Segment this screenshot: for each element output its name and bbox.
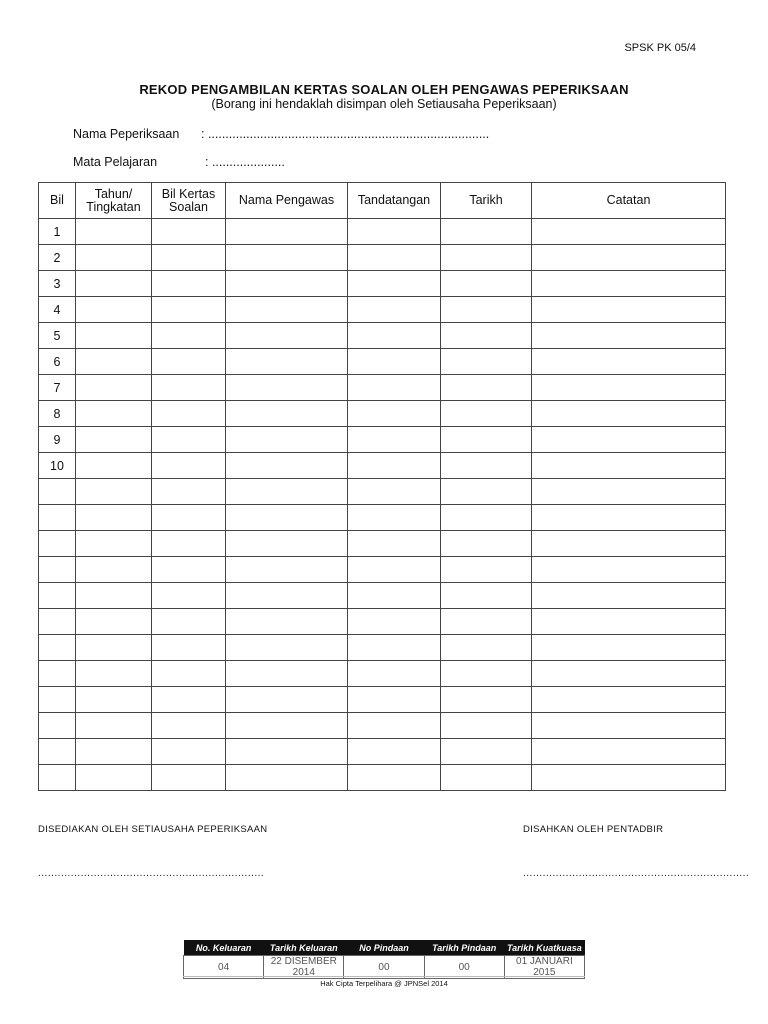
table-cell[interactable] [348, 687, 441, 713]
table-cell[interactable] [532, 687, 726, 713]
table-cell[interactable] [532, 271, 726, 297]
column-header [226, 183, 348, 219]
table-cell[interactable] [152, 401, 226, 427]
table-cell[interactable] [226, 219, 348, 245]
table-cell[interactable] [152, 479, 226, 505]
table-cell[interactable] [348, 297, 441, 323]
table-row [39, 583, 726, 609]
column-header-line-1: Bil Kertas [161, 186, 216, 201]
table-cell[interactable] [441, 271, 532, 297]
table-cell[interactable] [226, 583, 348, 609]
table-cell[interactable] [441, 401, 532, 427]
table-cell[interactable] [226, 427, 348, 453]
table-row [39, 739, 726, 765]
table-cell[interactable] [76, 349, 152, 375]
table-cell[interactable] [348, 505, 441, 531]
revision-value: 00 [344, 956, 424, 979]
table-cell[interactable] [441, 453, 532, 479]
approved-by-signature-line[interactable]: ..................................................................... [523, 868, 750, 879]
table-cell[interactable] [532, 349, 726, 375]
table-cell[interactable] [226, 661, 348, 687]
column-header-line-2: Soalan [169, 199, 208, 214]
table-cell[interactable] [441, 713, 532, 739]
row-number: 9 [39, 427, 76, 453]
table-cell[interactable] [441, 661, 532, 687]
table-cell[interactable] [348, 245, 441, 271]
table-row [39, 297, 726, 323]
table-cell[interactable] [76, 453, 152, 479]
table-cell[interactable] [532, 297, 726, 323]
table-row [39, 479, 726, 505]
table-cell[interactable] [348, 765, 441, 791]
table-cell[interactable] [76, 557, 152, 583]
table-cell[interactable] [226, 505, 348, 531]
table-cell[interactable] [441, 531, 532, 557]
table-cell[interactable] [76, 427, 152, 453]
table-cell[interactable] [152, 557, 226, 583]
table-cell[interactable] [532, 661, 726, 687]
row-number: 2 [39, 245, 76, 271]
table-cell[interactable] [76, 245, 152, 271]
table-cell[interactable] [348, 713, 441, 739]
subject-field[interactable]: : ..................... [205, 155, 285, 169]
table-cell[interactable] [532, 713, 726, 739]
form-title: REKOD PENGAMBILAN KERTAS SOALAN OLEH PENGAWAS PEPERIKSAAN [139, 82, 629, 97]
table-cell[interactable] [348, 271, 441, 297]
table-cell[interactable] [226, 297, 348, 323]
table-row [39, 687, 726, 713]
table-cell[interactable] [532, 531, 726, 557]
table-cell[interactable] [152, 531, 226, 557]
revision-value: 04 [184, 956, 264, 979]
document-code: SPSK PK 05/4 [624, 42, 696, 54]
table-cell[interactable] [441, 375, 532, 401]
revision-header: Tarikh Keluaran [264, 940, 344, 956]
row-number [39, 739, 76, 765]
table-cell[interactable] [226, 401, 348, 427]
table-cell[interactable] [152, 427, 226, 453]
table-cell[interactable] [441, 427, 532, 453]
table-cell[interactable] [532, 323, 726, 349]
table-cell[interactable] [152, 297, 226, 323]
table-cell[interactable] [441, 219, 532, 245]
column-header-line-1: Tarikh [469, 193, 503, 207]
column-header-line-1: Catatan [606, 193, 651, 207]
table-cell[interactable] [348, 323, 441, 349]
table-cell[interactable] [226, 713, 348, 739]
table-cell[interactable] [348, 531, 441, 557]
row-number: 5 [39, 323, 76, 349]
table-cell[interactable] [441, 297, 532, 323]
table-cell[interactable] [76, 687, 152, 713]
table-cell[interactable] [226, 739, 348, 765]
table-body [39, 219, 726, 791]
table-cell[interactable] [76, 297, 152, 323]
table-cell[interactable] [441, 739, 532, 765]
table-row [39, 427, 726, 453]
table-cell[interactable] [76, 401, 152, 427]
table-cell[interactable] [348, 635, 441, 661]
table-row [39, 765, 726, 791]
copyright-notice: Hak Cipta Terpelihara @ JPNSel 2014 [183, 976, 585, 988]
table-cell[interactable] [76, 635, 152, 661]
column-header-line-1: Tandatangan [357, 193, 431, 207]
table-cell[interactable] [226, 479, 348, 505]
table-cell[interactable] [348, 219, 441, 245]
row-number [39, 505, 76, 531]
table-cell[interactable] [441, 479, 532, 505]
table-cell[interactable] [76, 713, 152, 739]
row-number [39, 765, 76, 791]
table-cell[interactable] [152, 245, 226, 271]
table-cell[interactable] [226, 609, 348, 635]
table-row [39, 505, 726, 531]
exam-name-label: Nama Peperiksaan [73, 127, 180, 141]
table-cell[interactable] [76, 271, 152, 297]
row-number: 6 [39, 349, 76, 375]
column-header [348, 183, 441, 219]
table-cell[interactable] [532, 219, 726, 245]
table-cell[interactable] [152, 583, 226, 609]
column-header-line-1: Bil [50, 193, 64, 207]
column-header-line-2: Tingkatan [86, 199, 141, 214]
table-cell[interactable] [532, 765, 726, 791]
table-cell[interactable] [348, 427, 441, 453]
row-number: 3 [39, 271, 76, 297]
table-cell[interactable] [532, 609, 726, 635]
subject-label: Mata Pelajaran [73, 155, 158, 169]
table-cell[interactable] [152, 375, 226, 401]
revision-header-row [184, 940, 585, 956]
table-row [39, 375, 726, 401]
table-cell[interactable] [152, 687, 226, 713]
form-subtitle: (Borang ini hendaklah disimpan oleh Setiausaha Peperiksaan) [211, 97, 557, 111]
table-cell[interactable] [152, 349, 226, 375]
table-cell[interactable] [441, 765, 532, 791]
table-cell[interactable] [226, 271, 348, 297]
table-cell[interactable] [226, 765, 348, 791]
row-number: 4 [39, 297, 76, 323]
table-cell[interactable] [348, 401, 441, 427]
table-row [39, 661, 726, 687]
table-row [39, 635, 726, 661]
approved-by-label: DISAHKAN OLEH PENTADBIR [523, 824, 664, 835]
table-cell[interactable] [152, 661, 226, 687]
table-cell[interactable] [348, 661, 441, 687]
row-number [39, 661, 76, 687]
table-cell[interactable] [152, 765, 226, 791]
column-header [441, 183, 532, 219]
row-number [39, 479, 76, 505]
column-header-line-1: Nama Pengawas [238, 193, 335, 207]
table-cell[interactable] [76, 661, 152, 687]
table-cell[interactable] [532, 245, 726, 271]
table-row [39, 245, 726, 271]
table-cell[interactable] [441, 557, 532, 583]
exam-name-field[interactable]: : ................................................................................. [201, 127, 490, 141]
revision-header: Tarikh Kuatkuasa [504, 940, 584, 956]
table-cell[interactable] [532, 401, 726, 427]
revision-header: No Pindaan [344, 940, 424, 956]
column-header [76, 183, 152, 219]
table-cell[interactable] [532, 453, 726, 479]
table-cell[interactable] [348, 739, 441, 765]
table-cell[interactable] [532, 557, 726, 583]
table-row [39, 531, 726, 557]
table-row [39, 323, 726, 349]
table-cell[interactable] [532, 583, 726, 609]
table-row [39, 609, 726, 635]
table-row [39, 401, 726, 427]
table-cell[interactable] [441, 687, 532, 713]
row-number: 10 [39, 453, 76, 479]
table-cell[interactable] [76, 219, 152, 245]
table-cell[interactable] [76, 323, 152, 349]
row-number [39, 583, 76, 609]
row-number [39, 531, 76, 557]
table-cell[interactable] [226, 323, 348, 349]
revision-value: 01 JANUARI 2015 [504, 956, 584, 979]
row-number: 7 [39, 375, 76, 401]
table-row [39, 557, 726, 583]
table-row [39, 271, 726, 297]
row-number: 8 [39, 401, 76, 427]
table-cell[interactable] [226, 375, 348, 401]
row-number [39, 687, 76, 713]
table-cell[interactable] [441, 635, 532, 661]
column-header [152, 183, 226, 219]
row-number [39, 557, 76, 583]
table-cell[interactable] [152, 739, 226, 765]
table-cell[interactable] [152, 609, 226, 635]
table-cell[interactable] [226, 635, 348, 661]
table-cell[interactable] [152, 323, 226, 349]
table-cell[interactable] [348, 375, 441, 401]
table-cell[interactable] [532, 505, 726, 531]
table-cell[interactable] [441, 583, 532, 609]
table-cell[interactable] [152, 635, 226, 661]
table-cell[interactable] [532, 739, 726, 765]
column-header-line-1: Tahun/ [94, 186, 133, 201]
column-header [532, 183, 726, 219]
row-number [39, 713, 76, 739]
table-cell[interactable] [348, 479, 441, 505]
row-number [39, 609, 76, 635]
table-cell[interactable] [76, 609, 152, 635]
table-cell[interactable] [76, 375, 152, 401]
table-row [39, 453, 726, 479]
table-cell[interactable] [532, 479, 726, 505]
table-cell[interactable] [152, 453, 226, 479]
table-cell[interactable] [76, 765, 152, 791]
table-cell[interactable] [532, 635, 726, 661]
revision-header: Tarikh Pindaan [424, 940, 504, 956]
record-table [38, 182, 726, 791]
table-cell[interactable] [348, 349, 441, 375]
table-cell[interactable] [76, 531, 152, 557]
prepared-by-label: DISEDIAKAN OLEH SETIAUSAHA PEPERIKSAAN [38, 824, 268, 835]
table-cell[interactable] [441, 245, 532, 271]
prepared-by-signature-line[interactable]: ..................................................................... [38, 868, 265, 879]
table-cell[interactable] [76, 479, 152, 505]
table-row [39, 349, 726, 375]
table-cell[interactable] [532, 375, 726, 401]
table-cell[interactable] [441, 609, 532, 635]
table-cell[interactable] [532, 427, 726, 453]
table-cell[interactable] [441, 323, 532, 349]
table-cell[interactable] [152, 219, 226, 245]
table-cell[interactable] [226, 531, 348, 557]
table-cell[interactable] [76, 505, 152, 531]
column-header [39, 183, 76, 219]
table-cell[interactable] [226, 349, 348, 375]
table-cell[interactable] [152, 271, 226, 297]
revision-value: 22 DISEMBER 2014 [264, 956, 344, 979]
row-number: 1 [39, 219, 76, 245]
table-cell[interactable] [226, 453, 348, 479]
table-cell[interactable] [441, 349, 532, 375]
revision-table [183, 940, 585, 979]
revision-value: 00 [424, 956, 504, 979]
table-cell[interactable] [76, 739, 152, 765]
table-cell[interactable] [348, 453, 441, 479]
table-cell[interactable] [76, 583, 152, 609]
table-cell[interactable] [152, 505, 226, 531]
table-cell[interactable] [226, 245, 348, 271]
table-cell[interactable] [348, 557, 441, 583]
table-cell[interactable] [348, 583, 441, 609]
revision-header: No. Keluaran [184, 940, 264, 956]
table-header-row [39, 183, 726, 219]
row-number [39, 635, 76, 661]
table-row [39, 219, 726, 245]
table-cell[interactable] [226, 557, 348, 583]
table-cell[interactable] [152, 713, 226, 739]
table-cell[interactable] [226, 687, 348, 713]
table-cell[interactable] [348, 609, 441, 635]
table-row [39, 713, 726, 739]
table-cell[interactable] [441, 505, 532, 531]
